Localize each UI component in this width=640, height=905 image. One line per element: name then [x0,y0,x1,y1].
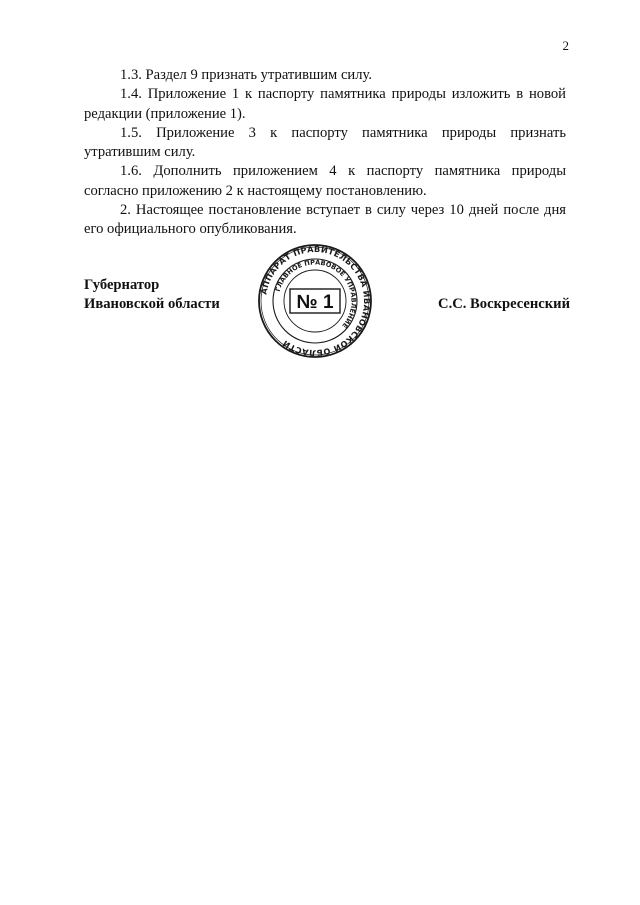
paragraph-1-3: 1.3. Раздел 9 признать утратившим силу. [120,67,372,83]
signatory-position [84,276,220,314]
paragraph-1-4: 1.4. Приложение 1 к паспорту памятника природы изложить в новой редакции (приложение 1). [84,86,566,122]
signatory-position-line1: Губернатор [84,277,160,293]
signatory-name: С.С. Воскресенский [438,296,570,312]
seal-stamp-icon [257,243,373,359]
seal-number: № 1 [296,292,334,313]
document-body [84,66,566,240]
paragraph-1-5: 1.5. Приложение 3 к паспорту памятника природы признать утратившим силу. [84,124,566,161]
seal-outer-text: АППАРАТ ПРАВИТЕЛЬСТВА ИВАНОВСКОЙ ОБЛАСТИ [258,243,373,359]
paragraph-2: 2. Настоящее постановление вступает в силу через 10 дней после дня его официального опубликования. [84,202,566,238]
paragraph-1-6: 1.6. Дополнить приложением 4 к паспорту памятника природы согласно приложению 2 к настоящему постановлению. [84,163,566,199]
signatory-position-line2: Ивановской области [84,296,220,312]
seal-inner-text: ГЛАВНОЕ ПРАВОВОЕ УПРАВЛЕНИЕ [273,258,358,330]
page-number: 2 [562,38,569,53]
official-seal [257,243,373,359]
